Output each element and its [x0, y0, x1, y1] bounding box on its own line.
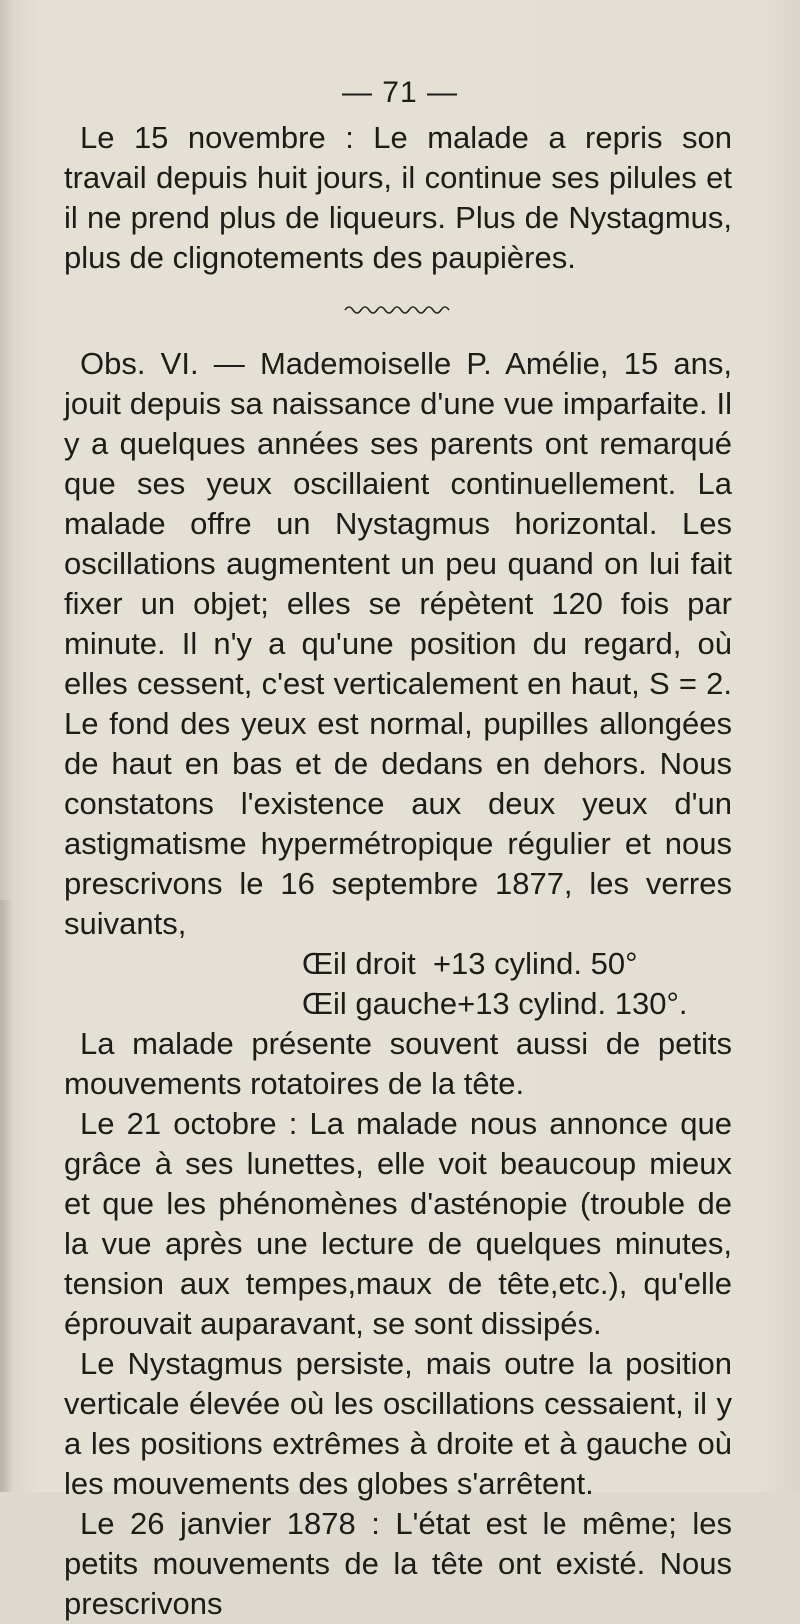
- paragraph-nystagmus-persists: Le Nystagmus persiste, mais outre la position verticale élevée où les oscillations cessaient, il y a les positions extrêmes à droite et à gauche où les mouvements des globes s'arrêtent.: [64, 1346, 732, 1501]
- prescription-left-eye: Œil gauche+13 cylind. 130°.: [302, 986, 688, 1021]
- page-gutter-shadow: [0, 900, 12, 1492]
- paragraph-observation-vi: Obs. VI. — Mademoiselle P. Amélie, 15 ans, jouit depuis sa naissance d'une vue imparfaite. Il y a quelques années ses parents ont remarqué que ses yeux oscillaient continuellement. La malade offre un Nystagmus horizontal. Les oscillations augmentent un peu quand on lui fait fixer un objet; elles se répètent 120 fois par minute. Il n'y a qu'une position du regard, où elles cessent, c'est verticalement en haut, S = 2. Le fond des yeux est normal, pupilles allongées de haut en bas et de dedans en dehors. Nous constatons l'existence aux deux yeux d'un astigmatisme hypermétropique régulier et nous prescrivons le 16 septembre 1877, les verres suivants,: [64, 346, 732, 941]
- prescription-right-eye: Œil droit +13 cylind. 50°: [302, 946, 638, 981]
- page-number: — 71 —: [341, 76, 459, 109]
- paragraph-january-26: Le 26 janvier 1878 : L'état est le même; les petits mouvements de la tête ont existé. Nous prescrivons: [64, 1506, 732, 1621]
- section-divider-ornament: [64, 298, 732, 328]
- wavy-rule-icon: [343, 298, 453, 318]
- paragraph-november-15: Le 15 novembre : Le malade a repris son travail depuis huit jours, il continue ses pilules et il ne prend plus de liqueurs. Plus de Nystagmus, plus de clignotements des paupières.: [64, 120, 732, 275]
- paragraph-october-21: Le 21 octobre : La malade nous annonce que grâce à ses lunettes, elle voit beaucoup mieux et que les phénomènes d'asténopie (trouble de la vue après une lecture de quelques minutes, tension aux tempes,maux de tête,etc.), qu'elle éprouvait auparavant, se sont dissipés.: [64, 1106, 732, 1341]
- body-text: [64, 118, 732, 1624]
- paragraph-rotatory-movements: La malade présente souvent aussi de petits mouvements rotatoires de la tête.: [64, 1026, 732, 1101]
